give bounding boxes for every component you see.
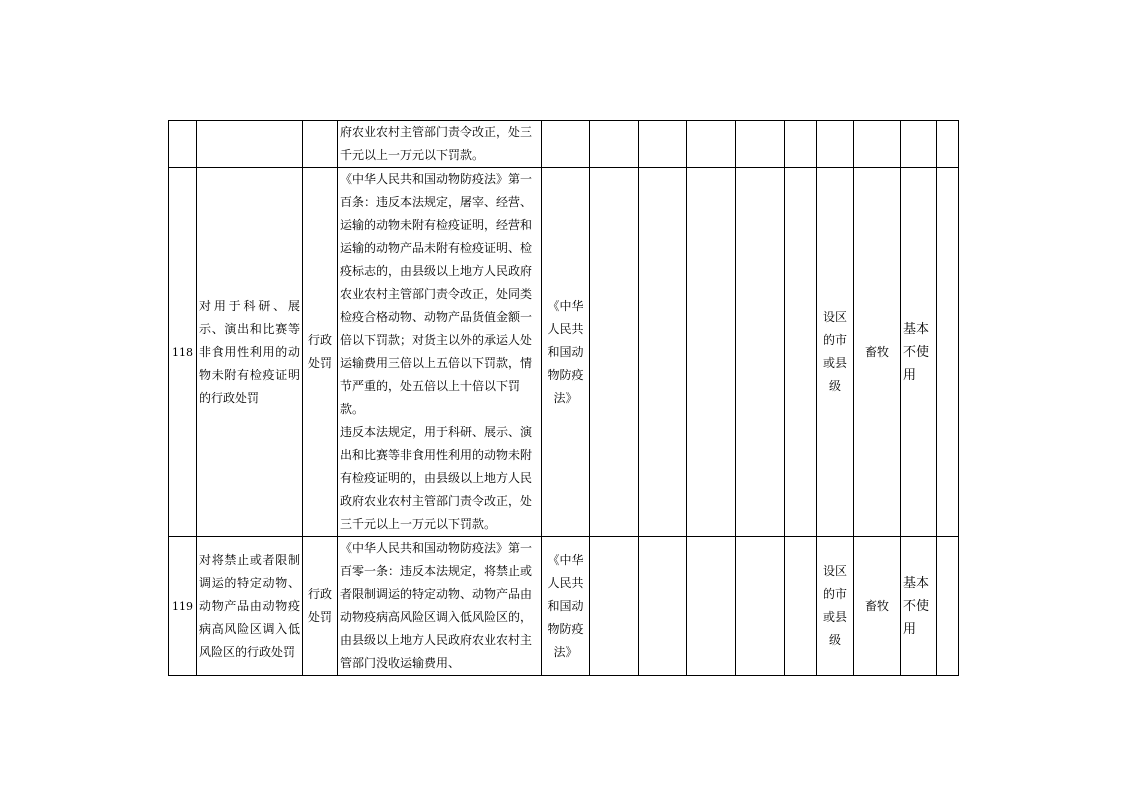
- empty-cell: [785, 537, 817, 676]
- empty-cell: [639, 168, 687, 537]
- item-number-cell: [169, 121, 197, 168]
- empty-cell: [687, 121, 736, 168]
- category-cell: 行政处罚: [303, 537, 338, 676]
- empty-cell: [736, 168, 785, 537]
- table-row: [169, 537, 959, 676]
- legal-basis-cell: [338, 537, 542, 676]
- law-name-cell: [542, 121, 590, 168]
- empty-cell: [785, 168, 817, 537]
- legal-basis-cell: [338, 121, 542, 168]
- empty-cell: [937, 537, 959, 676]
- empty-cell: [639, 121, 687, 168]
- empty-cell: [590, 537, 639, 676]
- category-cell: [303, 121, 338, 168]
- selection-cell: 基本不使用: [901, 168, 937, 537]
- table-row: [169, 121, 959, 168]
- department-cell: 畜牧: [854, 537, 901, 676]
- category-cell: 行政处罚: [303, 168, 338, 537]
- enforcement-items-table: [168, 120, 959, 676]
- law-name-cell: 《中华人民共和国动物防疫法》: [542, 537, 590, 676]
- empty-cell: [736, 537, 785, 676]
- table-row: [169, 168, 959, 537]
- level-cell: 设区的市或县级: [817, 537, 854, 676]
- item-number-cell: 118: [169, 168, 197, 537]
- empty-cell: [785, 121, 817, 168]
- department-cell: 畜牧: [854, 168, 901, 537]
- department-cell: [854, 121, 901, 168]
- legal-basis-cell: [338, 168, 542, 537]
- legal-basis-paragraph: 违反本法规定，用于科研、展示、演出和比赛等非食用性利用的动物未附有检疫证明的，由县级以上地方人民政府农业农村主管部门责令改正，处三千元以上一万元以下罚款。: [340, 425, 533, 531]
- empty-cell: [687, 168, 736, 537]
- legal-basis-paragraph: 府农业农村主管部门责令改正，处三千元以上一万元以下罚款。: [340, 125, 533, 162]
- empty-cell: [937, 168, 959, 537]
- empty-cell: [639, 537, 687, 676]
- item-name-cell: 对用于科研、展示、演出和比赛等非食用性利用的动物未附有检疫证明的行政处罚: [197, 168, 303, 537]
- empty-cell: [687, 537, 736, 676]
- item-name-cell: 对将禁止或者限制调运的特定动物、动物产品由动物疫病高风险区调入低风险区的行政处罚: [197, 537, 303, 676]
- empty-cell: [937, 121, 959, 168]
- item-number-cell: 119: [169, 537, 197, 676]
- legal-basis-paragraph: 《中华人民共和国动物防疫法》第一百条：违反本法规定，屠宰、经营、运输的动物未附有检疫证明，经营和运输的动物产品未附有检疫证明、检疫标志的，由县级以上地方人民政府农业农村主管部门责令改正，处同类检疫合格动物、动物产品货值金额一倍以下罚款；对货主以外的承运人处运输费用三倍以上五倍以下罚款，情节严重的，处五倍以上十倍以下罚款。: [340, 172, 533, 416]
- selection-cell: 基本不使用: [901, 537, 937, 676]
- empty-cell: [590, 168, 639, 537]
- empty-cell: [590, 121, 639, 168]
- law-name-cell: 《中华人民共和国动物防疫法》: [542, 168, 590, 537]
- item-name-cell: [197, 121, 303, 168]
- legal-basis-paragraph: 《中华人民共和国动物防疫法》第一百零一条：违反本法规定，将禁止或者限制调运的特定动物、动物产品由动物疫病高风险区调入低风险区的，由县级以上地方人民政府农业农村主管部门没收运输费用、: [340, 541, 533, 670]
- level-cell: 设区的市或县级: [817, 168, 854, 537]
- empty-cell: [736, 121, 785, 168]
- selection-cell: [901, 121, 937, 168]
- level-cell: [817, 121, 854, 168]
